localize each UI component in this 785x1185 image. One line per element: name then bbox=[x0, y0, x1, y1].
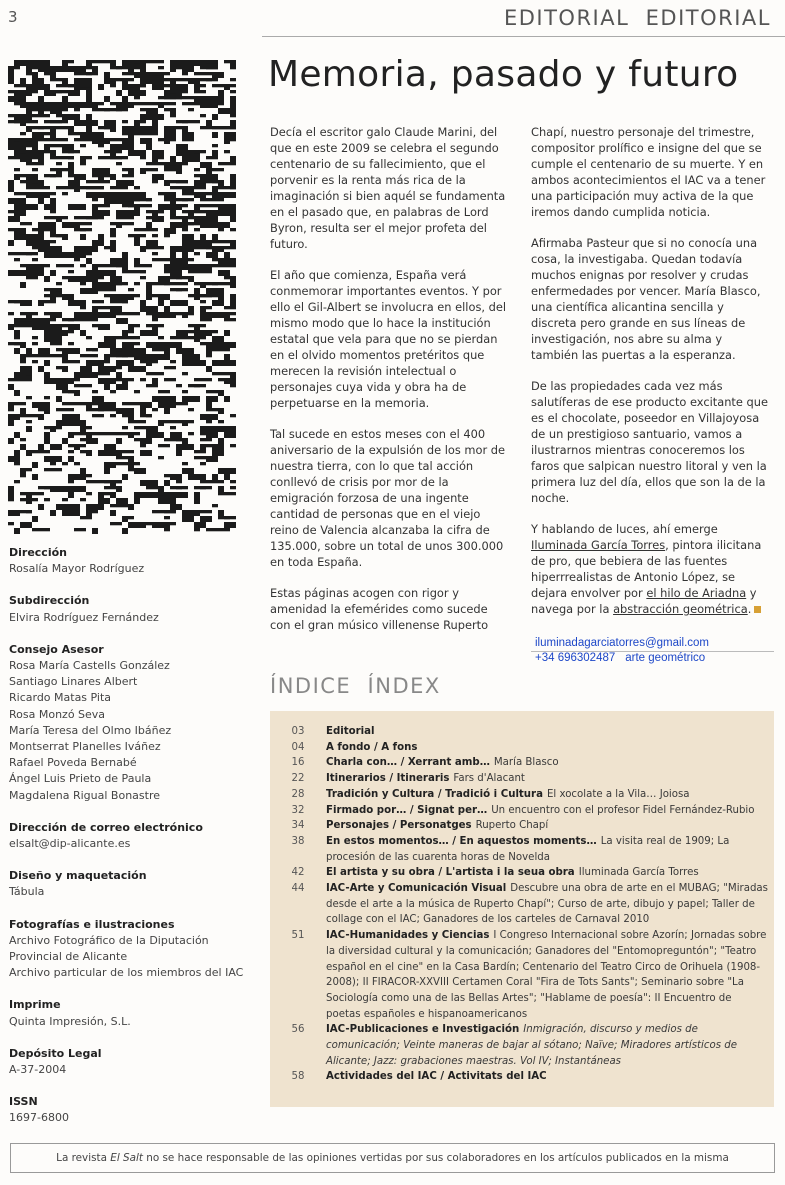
index-description: Ruperto Chapí bbox=[475, 820, 549, 832]
masthead-line: 1697-6800 bbox=[9, 1111, 69, 1125]
index-entry-text bbox=[326, 1022, 774, 1069]
masthead-group bbox=[9, 1046, 254, 1078]
index-entry[interactable] bbox=[270, 1069, 774, 1085]
index-page-number: 38 bbox=[291, 835, 305, 847]
index-entry-text bbox=[326, 755, 774, 771]
masthead-group-title: Depósito Legal bbox=[9, 1046, 102, 1060]
masthead-group-title: Dirección bbox=[9, 546, 67, 559]
index-description: Un encuentro con el profesor Fidel Fernández-Rubio bbox=[491, 804, 755, 816]
masthead-group bbox=[9, 642, 254, 804]
index-box bbox=[270, 711, 774, 1107]
paragraph: El año que comienza, España verá conmemorar importantes eventos. Y por ello el Gil-Albert se involucra en ellos, del mismo modo que lo hace la institución estatal que vela para que no se pierdan en el olvido momentos pretéritos que merecen la revisión intelectual o personajes cuya vida y obra ha de perpetuarse en la memoria. bbox=[270, 268, 507, 410]
masthead-group-title: Fotografías e ilustraciones bbox=[9, 917, 175, 931]
masthead-line: Rafael Poveda Bernabé bbox=[9, 756, 137, 770]
index-entry-text bbox=[326, 834, 774, 865]
paragraph: Estas páginas acogen con rigor y amenidad la efemérides como sucede con el gran músico villenense Ruperto bbox=[270, 586, 489, 632]
index-section-name: Itinerarios / Itinerаris bbox=[326, 773, 450, 785]
index-description: Descubre una obra de arte en el MUBAG; "Miradas desde el arte a la música de Ruperto Chapí"; Curso de arte, dibujo y papel; Taller de collage con el IAC; Ganadores de los carteles de Carnaval 2010 bbox=[326, 883, 768, 926]
index-page-number: 32 bbox=[291, 804, 305, 816]
index-page-number: 56 bbox=[291, 1024, 305, 1036]
index-section-name: Charla con… / Xerrant amb… bbox=[326, 757, 490, 769]
index-publications: Inmigración, discurso y medios de comunicación; Veinte maneras de bajar al sótano; Naïve; Miradores artísticos de Alicante; Jazz: grabaciones maestras. Vol IV; Instantáneas bbox=[326, 1024, 737, 1067]
index-description: Iluminada García Torres bbox=[578, 867, 699, 879]
masthead-line: Archivo particular de los miembros del IAC bbox=[9, 966, 244, 980]
disclaimer: La revista El Salt no se hace responsable de las opiniones vertidas por sus colaboradores en los artículos publicados en la misma bbox=[10, 1143, 775, 1173]
masthead-line: Archivo Fotográfico de la Diputación bbox=[9, 933, 209, 947]
page-number: 3 bbox=[8, 8, 18, 26]
index-entry[interactable] bbox=[270, 881, 774, 928]
article-column-2 bbox=[531, 124, 771, 632]
paragraph: Chapí, nuestro personaje del trimestre, compositor prolífico e insigne del que se cumple el centenario de su muerte. Y en ambos acontecimientos el IAC va a tener una participación muy activa de la que iremos dando cumplida noticia. bbox=[531, 125, 766, 219]
masthead-line: Rosa Monzó Seva bbox=[9, 707, 106, 721]
masthead bbox=[9, 545, 254, 1143]
masthead-line: Quinta Impresión, S.L. bbox=[9, 1014, 131, 1028]
masthead-line: María Teresa del Olmo Ibáñez bbox=[9, 723, 172, 737]
article-title: Memoria, pasado y futuro bbox=[268, 54, 739, 95]
index-section-name: IAC-Publicaciones e Investigación bbox=[326, 1024, 520, 1036]
index-heading: ÍNDICE ÍNDEX bbox=[270, 674, 441, 698]
index-entry-text bbox=[326, 771, 774, 787]
index-page-number: 03 bbox=[291, 726, 305, 737]
index-page-number: 51 bbox=[291, 930, 305, 942]
index-entry-text bbox=[326, 740, 774, 756]
masthead-group-title: Diseño y maquetación bbox=[9, 869, 147, 883]
index-page-number: 44 bbox=[291, 883, 305, 895]
index-section-name: Firmado por… / Signat per… bbox=[326, 804, 488, 816]
masthead-group bbox=[9, 868, 254, 900]
index-entry-text bbox=[326, 1069, 774, 1085]
masthead-line: Provincial de Alicante bbox=[9, 950, 128, 964]
masthead-line: Montserrat Planelles Iváñez bbox=[9, 740, 161, 754]
masthead-line: Santiago Linares Albert bbox=[9, 675, 138, 689]
index-description: El xocolate a la Vila… Joiosa bbox=[546, 788, 690, 800]
index-entry-text bbox=[326, 724, 774, 740]
index-entry-text bbox=[326, 865, 774, 881]
masthead-group bbox=[9, 917, 254, 982]
index-description: María Blasco bbox=[493, 757, 559, 769]
index-section-name: A fondo / A fons bbox=[326, 741, 418, 753]
contact-block bbox=[535, 636, 710, 664]
paragraph: Decía el escritor galo Claude Marini, del que en este 2009 se celebra el segundo centenario de su fallecimiento, que el porvenir es la renta más rica de la imaginación si bien aquél se fundamenta en el pasado que, en palabras de Lord Byron, resulta ser el mejor profeta del futuro. bbox=[270, 125, 506, 251]
masthead-group bbox=[9, 997, 254, 1029]
masthead-line: Ángel Luis Prieto de Paula bbox=[9, 772, 152, 786]
index-page-number: 04 bbox=[291, 741, 305, 753]
index-page-number: 42 bbox=[291, 867, 305, 879]
index-entry[interactable] bbox=[270, 787, 774, 803]
masthead-line: A-37-2004 bbox=[9, 1063, 67, 1077]
index-entry[interactable] bbox=[270, 771, 774, 787]
contact-email[interactable]: iluminadagarciatorres@gmail.com bbox=[535, 637, 710, 649]
index-page-number: 58 bbox=[291, 1071, 305, 1083]
index-entry-text bbox=[326, 928, 774, 1022]
index-entry[interactable] bbox=[270, 834, 774, 865]
masthead-group bbox=[9, 820, 254, 852]
index-entry-text bbox=[326, 818, 774, 834]
index-entry[interactable] bbox=[270, 803, 774, 819]
masthead-line: Rosa María Castells González bbox=[9, 659, 170, 673]
masthead-line: Elvira Rodríguez Fernández bbox=[9, 610, 159, 624]
index-section-name: Editorial bbox=[326, 726, 375, 737]
index-entry-text bbox=[326, 803, 774, 819]
header-rule bbox=[262, 36, 785, 37]
artist-link[interactable]: Iluminada García Torres bbox=[531, 538, 666, 552]
abstraction-link[interactable]: abstracción geométrica bbox=[613, 602, 748, 616]
index-section-name: Personajes / Personatges bbox=[326, 820, 472, 832]
index-entry[interactable] bbox=[270, 724, 774, 740]
masthead-group-title: Dirección de correo electrónico bbox=[9, 820, 203, 834]
masthead-group bbox=[9, 593, 254, 625]
index-section-name: Tradición y Cultura / Tradició i Cultura bbox=[326, 788, 543, 800]
ariadna-link[interactable]: el hilo de Ariadna bbox=[646, 586, 747, 600]
index-page-number: 22 bbox=[291, 773, 305, 785]
index-section-name: IAC-Arte y Comunicación Visual bbox=[326, 883, 507, 895]
masthead-group-title: Consejo Asesor bbox=[9, 642, 104, 656]
masthead-group bbox=[9, 545, 254, 577]
masthead-line: Ricardo Matas Pita bbox=[9, 691, 112, 705]
section-label: EDITORIAL EDITORIAL bbox=[503, 6, 771, 30]
masthead-line: Tábula bbox=[9, 885, 45, 899]
contact-web[interactable]: arte geométrico bbox=[625, 652, 706, 664]
index-page-number: 16 bbox=[291, 757, 305, 769]
article-column-1 bbox=[270, 124, 510, 648]
index-entry[interactable] bbox=[270, 755, 774, 771]
contact-phone: +34 696302487 bbox=[535, 652, 616, 664]
index-description: Fars d'Alacant bbox=[453, 773, 525, 785]
magazine-name: El Salt bbox=[110, 1152, 143, 1164]
index-entry-text bbox=[326, 787, 774, 803]
index-page-number: 28 bbox=[291, 788, 305, 800]
index-entry[interactable] bbox=[270, 818, 774, 834]
masthead-group-title: Imprime bbox=[9, 998, 61, 1012]
index-section-name: Actividades del IAC / Activitats del IAC bbox=[326, 1071, 547, 1083]
index-entry[interactable] bbox=[270, 865, 774, 881]
index-section-name: En estos momentos… / En aquestos moments… bbox=[326, 835, 597, 847]
maze-artwork bbox=[8, 60, 236, 538]
index-list bbox=[270, 724, 774, 1085]
index-description: I Congreso Internacional sobre Azorín; Jornadas sobre la diversidad cultural y la comunicación; Ganadores del "Entomopreguntón"; "Teatro español en el cine" en la Casa Bardín; Centenario del Teatro Circo de Orihuela (1908-2008); II FIRACOR-XXVIII Certamen Coral "Fira de Tots Sants"; Seminario sobre "La Sociología como una de las Bellas Artes"; "Hablame de poesía": II Encuentro de poetas españoles e hispanoamericanos bbox=[326, 930, 767, 1020]
index-entry[interactable] bbox=[270, 928, 774, 1022]
paragraph: Afirmaba Pasteur que si no conocía una cosa, la investigaba. Quedan todavía muchos enignas por resolver y crudas enfermedades por vencer. María Blasco, una científica alicantina sencilla y discreta pero grande en sus líneas de investigación, nos abre su alma y también las puertas a la esperanza. bbox=[531, 236, 761, 362]
contact-rule bbox=[531, 651, 774, 652]
masthead-group bbox=[9, 1094, 254, 1126]
paragraph: Y hablando de luces, ahí emerge Iluminada García Torres, pintora ilicitana de pro, que bebiera de las fuentes hiperrrealistas de Antonio López, se dejara envolver por el hilo de Ariadna y navega por la abstracción geométrica. bbox=[531, 522, 762, 616]
index-description: La visita real de 1909; La procesión de las cuarenta horas de Novelda bbox=[326, 835, 730, 863]
index-section-name: El artista y su obra / L'artista i la seua obra bbox=[326, 867, 575, 879]
masthead-line: elsalt@dip-alicante.es bbox=[9, 837, 131, 851]
index-entry[interactable] bbox=[270, 740, 774, 756]
paragraph: Tal sucede en estos meses con el 400 aniversario de la expulsión de los mor de nuestra tierra, con lo que tal acción conllevó de crisis por mor de la emigración forzosa de una ingente cantidad de personas que en el viejo reino de Valencia alcanzaba la cifra de 135.000, sobre un total de unos 300.000 en toda España. bbox=[270, 427, 505, 569]
masthead-line: Rosalía Mayor Rodríguez bbox=[9, 562, 145, 576]
masthead-line: Magdalena Rigual Bonastre bbox=[9, 788, 160, 802]
end-mark-icon bbox=[754, 606, 761, 613]
masthead-group-title: ISSN bbox=[9, 1095, 38, 1109]
index-entry-text bbox=[326, 881, 774, 928]
paragraph: De las propiedades cada vez más salutíferas de ese producto excitante que es el chocolate, poseedor en Villajoyosa de un prestigioso santuario, vamos a ilustrarnos mientras conoceremos los faros que salpican nuestro litoral y ven la primera luz del día, ellos que son la de la noche. bbox=[531, 379, 768, 505]
index-page-number: 34 bbox=[291, 820, 305, 832]
index-section-name: IAC-Humanidades y Ciencias bbox=[326, 930, 490, 942]
index-entry[interactable] bbox=[270, 1022, 774, 1069]
masthead-group-title: Subdirección bbox=[9, 594, 90, 608]
